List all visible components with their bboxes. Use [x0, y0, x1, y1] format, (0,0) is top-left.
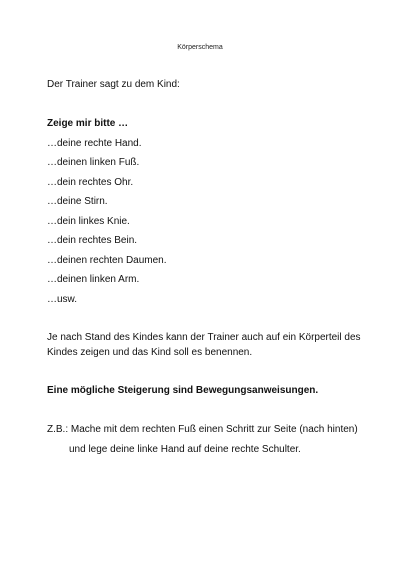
body-part-item: …dein linkes Knie. — [47, 216, 130, 227]
body-part-item: …deine Stirn. — [47, 196, 108, 207]
body-part-item: …deine rechte Hand. — [47, 138, 142, 149]
example-line: Z.B.: Mache mit dem rechten Fuß einen Schritt zur Seite (nach hinten) — [47, 424, 358, 435]
intro-text: Der Trainer sagt zu dem Kind: — [47, 79, 180, 90]
paragraph-line: Je nach Stand des Kindes kann der Trainer auch auf ein Körperteil des — [47, 332, 361, 343]
steigerung-heading: Eine mögliche Steigerung sind Bewegungsanweisungen. — [47, 385, 319, 396]
body-part-item: …dein rechtes Bein. — [47, 235, 138, 246]
example-line: und lege deine linke Hand auf deine rechte Schulter. — [69, 444, 301, 455]
instruction-heading: Zeige mir bitte … — [47, 118, 129, 129]
page-header-title: Körperschema — [177, 44, 223, 51]
body-part-item: …deinen linken Arm. — [47, 274, 140, 285]
body-part-item: …deinen rechten Daumen. — [47, 255, 167, 266]
body-part-item: …deinen linken Fuß. — [47, 157, 140, 168]
paragraph-line: Kindes zeigen und das Kind soll es benennen. — [47, 347, 253, 358]
body-part-item: …dein rechtes Ohr. — [47, 177, 134, 188]
body-part-item: …usw. — [47, 294, 78, 305]
